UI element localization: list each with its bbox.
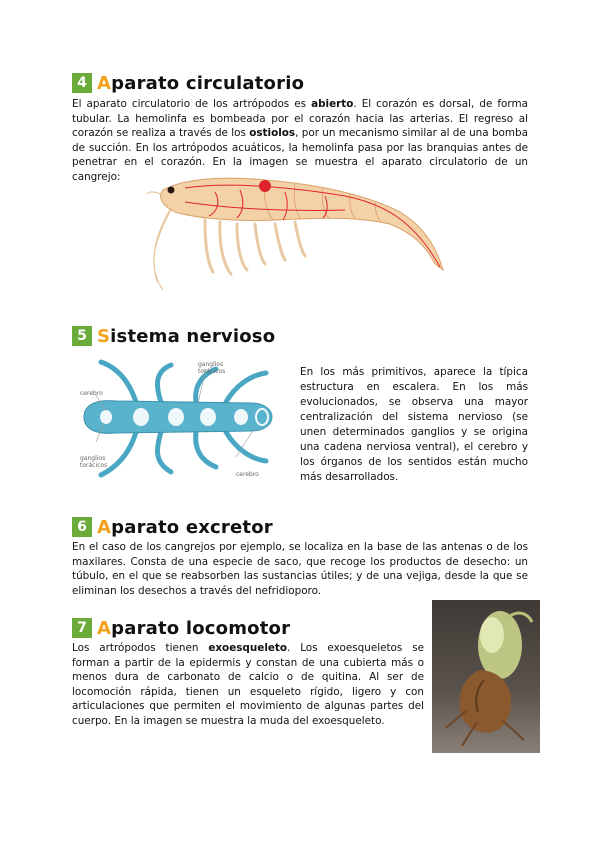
section-body: El aparato circulatorio de los artrópodos es abierto. El corazón es dorsal, de forma tubular. La hemolinfa es bombeada por el corazón hacia las arterias. El regreso al corazón se realiza a través de los ostiolos, por un mecanismo similar al de una bomba de succión. En los artrópodos acuáticos, la hemolinfa pasa por las branquias antes de penetrar en el corazón. En la imagen se muestra el aparato circulatorio de un cangrejo: <box>72 98 528 183</box>
shrimp-heart <box>259 180 271 192</box>
nervous-system-diagram <box>76 357 276 482</box>
shrimp-body <box>161 178 443 270</box>
shrimp-legs <box>205 220 305 274</box>
molting-photo <box>432 600 540 753</box>
section-heading <box>72 72 528 94</box>
section-circulatorio <box>72 72 528 185</box>
section-title: Sistema nervioso <box>97 325 276 347</box>
section-excretor <box>72 516 528 598</box>
section-title: Aparato circulatorio <box>97 72 305 94</box>
section-title: Aparato locomotor <box>97 617 291 639</box>
shrimp-eye <box>168 187 175 194</box>
section-body: Los artrópodos tienen exoesqueleto. Los exoesqueletos se forman a partir de la epidermis y constan de una cubierta más o menos dura de carbonato de calcio o de quitina. Al ser de locomoción rápida, tienen un esqueleto rígido, ligero y con articulaciones que permiten el movimiento de algunas partes del cuerpo. En la imagen se muestra la muda del exoesqueleto. <box>72 642 424 727</box>
section-number-badge: 4 <box>72 73 92 93</box>
section-heading <box>72 325 528 347</box>
label-cerebro-right: cerebro <box>236 471 259 478</box>
section-body: En los más primitivos, aparece la típica estructura en escalera. En los más evolucionados, se observa una mayor centralización del sistema nervioso (se unen determinados ganglios y se origina una cadena nerviosa ventral), el cerebro y los órganos de los sentidos están mucho más desarrollados. <box>300 366 528 483</box>
shrimp-illustration <box>145 172 450 292</box>
section-number-badge: 6 <box>72 517 92 537</box>
section-heading <box>72 617 424 639</box>
section-number-badge: 5 <box>72 326 92 346</box>
label-ganglios-top: ganglios torácicos <box>198 361 226 375</box>
section-nervioso <box>72 325 528 347</box>
section-number-badge: 7 <box>72 618 92 638</box>
section-body: En el caso de los cangrejos por ejemplo, se localiza en la base de las antenas o de los maxilares. Consta de una especie de saco, que recoge los productos de desecho: un túbulo, en el que se reabsorben las sustancias útiles; y de una vejiga, desde la que se eliminan los desechos a través del nefridioporo. <box>72 541 528 597</box>
label-ganglios-left: ganglios torácicos <box>80 455 108 469</box>
section-title: Aparato excretor <box>97 516 273 538</box>
section-locomotor <box>72 617 424 729</box>
section-heading <box>72 516 528 538</box>
label-cerebro-left: cerebro <box>80 390 103 397</box>
